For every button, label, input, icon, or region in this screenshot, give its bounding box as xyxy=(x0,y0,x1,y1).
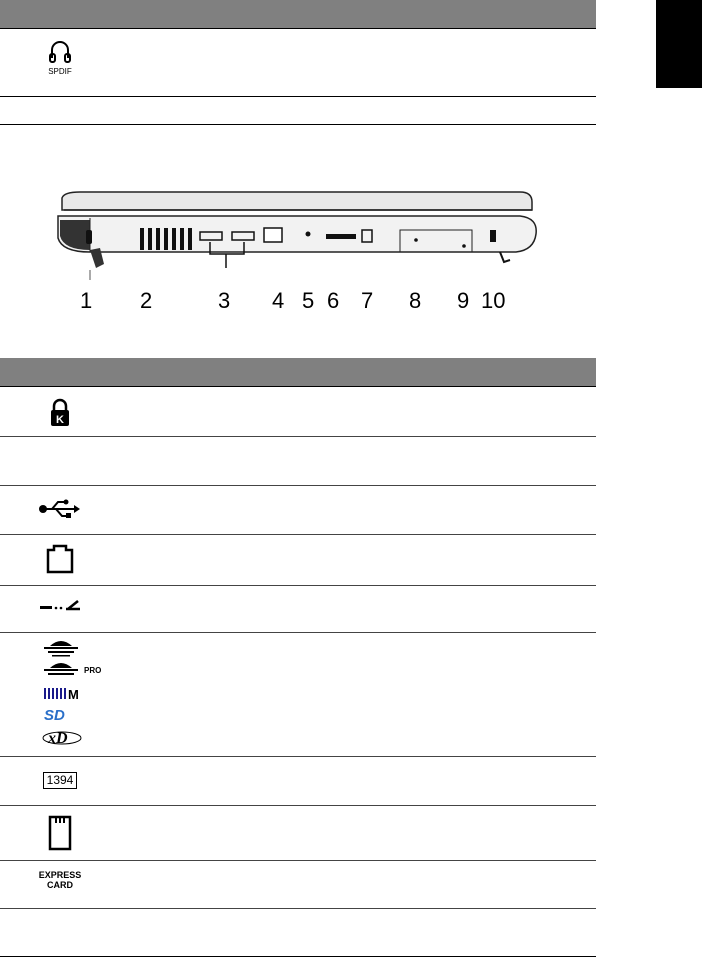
svg-text:K: K xyxy=(56,414,64,426)
spdif-headphone-icon xyxy=(0,36,120,76)
ieee1394-icon: 1394 xyxy=(0,772,120,789)
usb-icon xyxy=(0,498,120,520)
expresscard-label-2: CARD xyxy=(47,880,73,890)
svg-text:M: M xyxy=(68,687,79,702)
callout-9: 9 xyxy=(457,288,470,313)
divider xyxy=(0,436,596,437)
callout-2: 2 xyxy=(140,288,153,313)
card-reader-icons xyxy=(40,638,120,748)
callout-6: 6 xyxy=(327,288,340,313)
svg-text:PRO: PRO xyxy=(84,666,102,675)
divider xyxy=(0,632,596,633)
expresscard-icon xyxy=(0,870,120,890)
divider xyxy=(0,756,596,757)
language-tab xyxy=(656,0,702,88)
divider xyxy=(0,96,596,97)
divider xyxy=(0,805,596,806)
divider xyxy=(0,485,596,486)
xd-icon xyxy=(43,730,81,747)
sd-icon xyxy=(44,707,65,724)
divider xyxy=(0,124,596,125)
callout-1: 1 xyxy=(80,288,93,313)
optical-sensor-icon xyxy=(0,598,120,614)
expresscard-label-1: EXPRESS xyxy=(38,870,82,880)
svg-text:xD: xD xyxy=(48,730,68,747)
table-header-left-view xyxy=(0,358,596,386)
divider xyxy=(0,585,596,586)
mmc-icon xyxy=(44,687,79,702)
memory-stick-pro-icon xyxy=(44,663,101,675)
callout-5: 5 xyxy=(302,288,315,313)
memory-stick-icon xyxy=(44,641,78,657)
callout-3: 3 xyxy=(218,288,231,313)
ethernet-port-icon xyxy=(0,544,120,574)
divider xyxy=(0,908,596,909)
card-slot-icon xyxy=(0,815,120,851)
divider xyxy=(0,386,596,387)
kensington-lock-icon xyxy=(0,398,120,428)
divider xyxy=(0,534,596,535)
callout-8: 8 xyxy=(409,288,422,313)
callout-4: 4 xyxy=(272,288,285,313)
divider xyxy=(0,956,596,957)
table-header-top xyxy=(0,0,596,28)
callout-7: 7 xyxy=(361,288,374,313)
divider xyxy=(0,28,596,29)
spdif-label: SPDIF xyxy=(48,67,72,76)
callout-10: 10 xyxy=(481,288,506,313)
laptop-left-view-figure xyxy=(50,190,540,280)
divider xyxy=(0,860,596,861)
svg-text:SD: SD xyxy=(44,707,65,724)
